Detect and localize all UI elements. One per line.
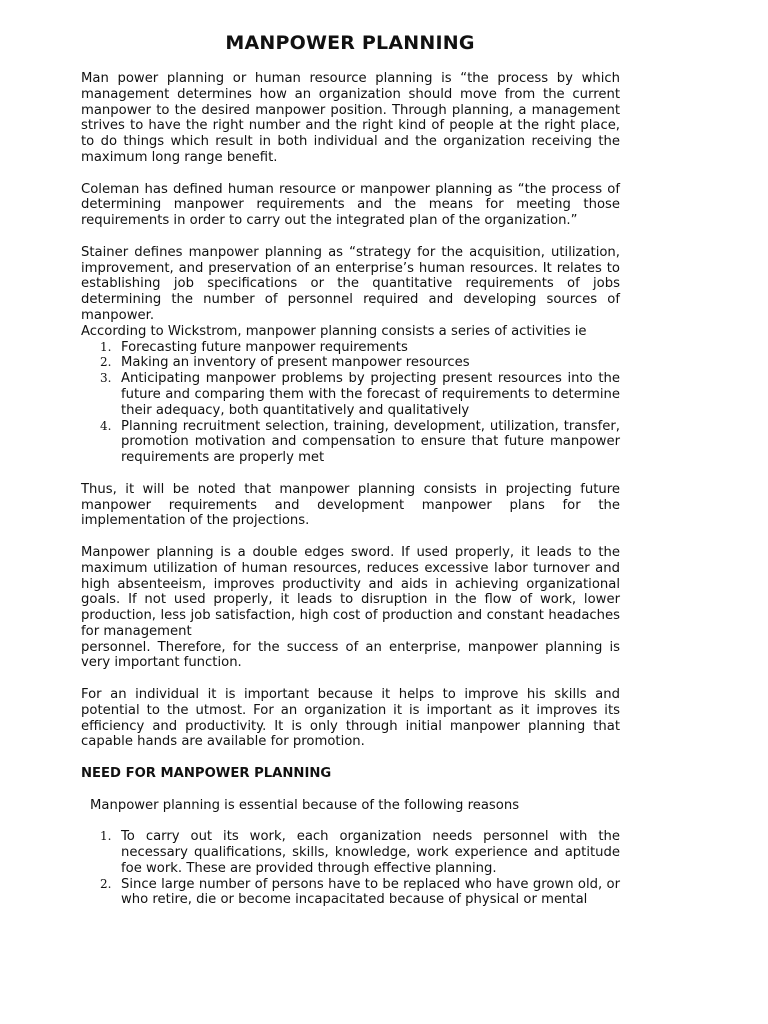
list-item [81,371,620,418]
list-item [81,877,620,909]
paragraph-wickstrom: According to Wickstrom, manpower planning consists a series of activities ie [81,323,587,339]
paragraph-individual: For an individual it is important because it helps to improve his skills and potential to the utmost. For an organization it is important as it improves its efficiency and productivity. It is only through initial manpower planning that capable hands are available for promotion. [81,687,620,750]
list-item [81,340,620,356]
paragraph-stainer: Stainer defines manpower planning as “strategy for the acquisition, utilization, improvement, and preservation of an enterprise’s human resources. It relates to establishing job specifications or the quantitative requirements of jobs determining the number of personnel required and developing sources of manpower. [81,244,620,323]
list-item-text: To carry out its work, each organization needs personnel with the necessary qualifications, skills, knowledge, work experience and aptitude foe work. These are provided through effective planning. [121,829,620,876]
list-item [81,829,620,876]
list-item-text: Forecasting future manpower requirements [121,339,408,355]
list-item-text: Making an inventory of present manpower resources [121,355,470,371]
list-item-text: Planning recruitment selection, training, development, utilization, transfer, promotion motivation and compensation to ensure that future manpower requirements are properly met [121,418,620,466]
list-number: 2. [100,876,112,891]
paragraph-need-intro: Manpower planning is essential because of the following reasons [90,797,520,813]
list-number: 1. [100,829,112,844]
list-item-text: Since large number of persons have to be replaced who have grown old, or who retire, die or become incapacitated because of physical or mental [121,876,620,908]
paragraph-double-edged: Manpower planning is a double edges sword. If used properly, it leads to the maximum utilization of human resources, reduces excessive labor turnover and high absenteeism, improves productivity and aids in achieving organizational goals. If not used properly, it leads to disruption in the flow of work, lower production, less job satisfaction, high cost of production and constant headaches for management [81,544,620,639]
list-number: 2. [100,355,112,370]
list-number: 4. [100,418,112,433]
list-item [81,419,620,466]
page-title: MANPOWER PLANNING [225,32,475,54]
list-number: 1. [100,339,112,354]
paragraph-thus: Thus, it will be noted that manpower planning consists in projecting future manpower requirements and development manpower plans for the implementation of the projections. [81,481,620,529]
list-item-text: Anticipating manpower problems by projecting present resources into the future and comparing them with the forecast of requirements to determine their adequacy, both quantitatively and qualitatively [121,371,620,418]
document-body [81,71,620,908]
list-number: 3. [100,371,112,386]
paragraph-coleman: Coleman has defined human resource or manpower planning as “the process of determining manpower requirements and the means for meeting those requirements in order to carry out the integrated plan of the organization.” [81,181,620,229]
reasons-list [81,829,620,908]
list-item [81,355,620,371]
paragraph-definition: Man power planning or human resource planning is “the process by which management determines how an organization should move from the current manpower to the desired manpower position. Through planning, a management strives to have the right number and the right kind of people at the right place, to do things which result in both individual and the organization receiving the maximum long range benefit. [81,71,620,165]
activities-list [81,340,620,466]
section-heading-need: NEED FOR MANPOWER PLANNING [81,766,332,782]
paragraph-personnel: personnel. Therefore, for the success of an enterprise, manpower planning is very important function. [81,639,620,671]
